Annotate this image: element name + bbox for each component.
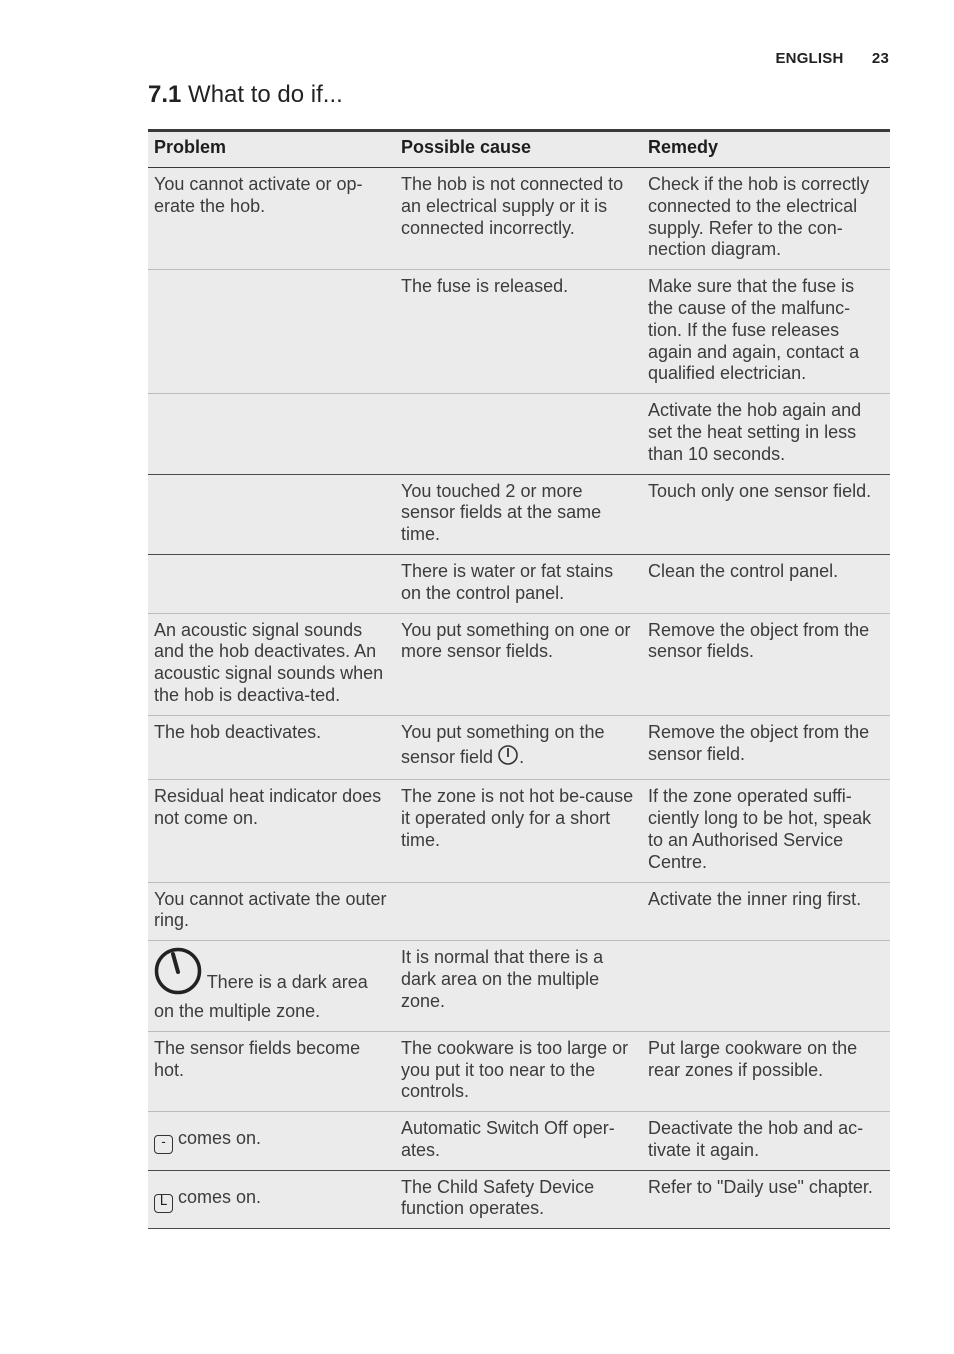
remedy-cell: Activate the inner ring first.: [642, 882, 890, 941]
problem-text: There is a dark area on the multiple zone.: [154, 972, 368, 1021]
problem-cell: [148, 394, 395, 474]
problem-cell: [148, 941, 395, 1032]
page-number: 23: [871, 50, 889, 67]
table-row: [148, 613, 890, 715]
remedy-cell: Make sure that the fuse is the cause of the malfunc-tion. If the fuse releases again and again, contact a qualified electrician.: [642, 270, 890, 394]
section-number: 7.1: [148, 81, 182, 108]
remedy-cell: Clean the control panel.: [642, 554, 890, 613]
page-header: [775, 50, 889, 67]
remedy-cell: Put large cookware on the rear zones if possible.: [642, 1031, 890, 1111]
remedy-cell: Remove the object from the sensor fields.: [642, 613, 890, 715]
cause-cell: [395, 715, 642, 780]
problem-text: comes on.: [178, 1128, 262, 1149]
remedy-cell: [642, 941, 890, 1032]
table-row: [148, 1170, 890, 1229]
remedy-cell: Touch only one sensor field.: [642, 474, 890, 554]
section-title: [148, 80, 343, 110]
problem-cell: [148, 474, 395, 554]
cause-cell: It is normal that there is a dark area on the multiple zone.: [395, 941, 642, 1032]
column-header-cause: Possible cause: [395, 131, 642, 168]
cause-cell: Automatic Switch Off oper-ates.: [395, 1112, 642, 1171]
problem-cell: [148, 1112, 395, 1171]
problem-cell: [148, 270, 395, 394]
cause-cell: The cookware is too large or you put it too near to the controls.: [395, 1031, 642, 1111]
table-header-row: [148, 131, 890, 168]
cause-cell: You put something on one or more sensor fields.: [395, 613, 642, 715]
table-row: [148, 394, 890, 474]
remedy-cell: If the zone operated suffi-ciently long to be hot, speak to an Authorised Service Centre.: [642, 780, 890, 882]
problem-cell: [148, 1170, 395, 1229]
cause-cell: The fuse is released.: [395, 270, 642, 394]
table-row: [148, 1031, 890, 1111]
cause-cell: There is water or fat stains on the control panel.: [395, 554, 642, 613]
remedy-cell: Activate the hob again and set the heat setting in less than 10 seconds.: [642, 394, 890, 474]
problem-cell: You cannot activate the outer ring.: [148, 882, 395, 941]
cause-cell: [395, 882, 642, 941]
table-row: [148, 270, 890, 394]
column-header-remedy: Remedy: [642, 131, 890, 168]
cause-text: You put something on the sensor field: [401, 721, 605, 767]
remedy-cell: Check if the hob is correctly connected to the electrical supply. Refer to the con-nection diagram.: [642, 168, 890, 270]
table-row: [148, 941, 890, 1032]
display-lock-symbol: L: [154, 1194, 173, 1213]
remedy-cell: Refer to "Daily use" chapter.: [642, 1170, 890, 1229]
cause-suffix: .: [519, 746, 525, 767]
table-row: [148, 168, 890, 270]
table-row: [148, 715, 890, 780]
display-dash-symbol: -: [154, 1135, 173, 1154]
section-title-text: What to do if...: [188, 81, 343, 108]
remedy-cell: Deactivate the hob and ac-tivate it again.: [642, 1112, 890, 1171]
column-header-problem: Problem: [148, 131, 395, 168]
problem-cell: Residual heat indicator does not come on.: [148, 780, 395, 882]
problem-cell: [148, 554, 395, 613]
problem-text: comes on.: [178, 1186, 262, 1207]
cause-cell: [395, 394, 642, 474]
remedy-cell: Remove the object from the sensor field.: [642, 715, 890, 780]
troubleshooting-table: [148, 129, 890, 1229]
table-row: [148, 474, 890, 554]
cause-cell: The Child Safety Device function operates.: [395, 1170, 642, 1229]
dial-icon: [154, 947, 202, 1001]
cause-cell: The hob is not connected to an electrical supply or it is connected incorrectly.: [395, 168, 642, 270]
power-icon: [497, 744, 519, 772]
problem-cell: The sensor fields become hot.: [148, 1031, 395, 1111]
problem-cell: An acoustic signal sounds and the hob deactivates. An acoustic signal sounds when the hob is deactiva-ted.: [148, 613, 395, 715]
table-row: [148, 882, 890, 941]
cause-cell: You touched 2 or more sensor fields at the same time.: [395, 474, 642, 554]
cause-cell: The zone is not hot be-cause it operated only for a short time.: [395, 780, 642, 882]
table-row: [148, 554, 890, 613]
table-row: [148, 780, 890, 882]
problem-cell: You cannot activate or op-erate the hob.: [148, 168, 395, 270]
problem-cell: The hob deactivates.: [148, 715, 395, 780]
header-language: ENGLISH: [775, 50, 844, 67]
table-row: [148, 1112, 890, 1171]
